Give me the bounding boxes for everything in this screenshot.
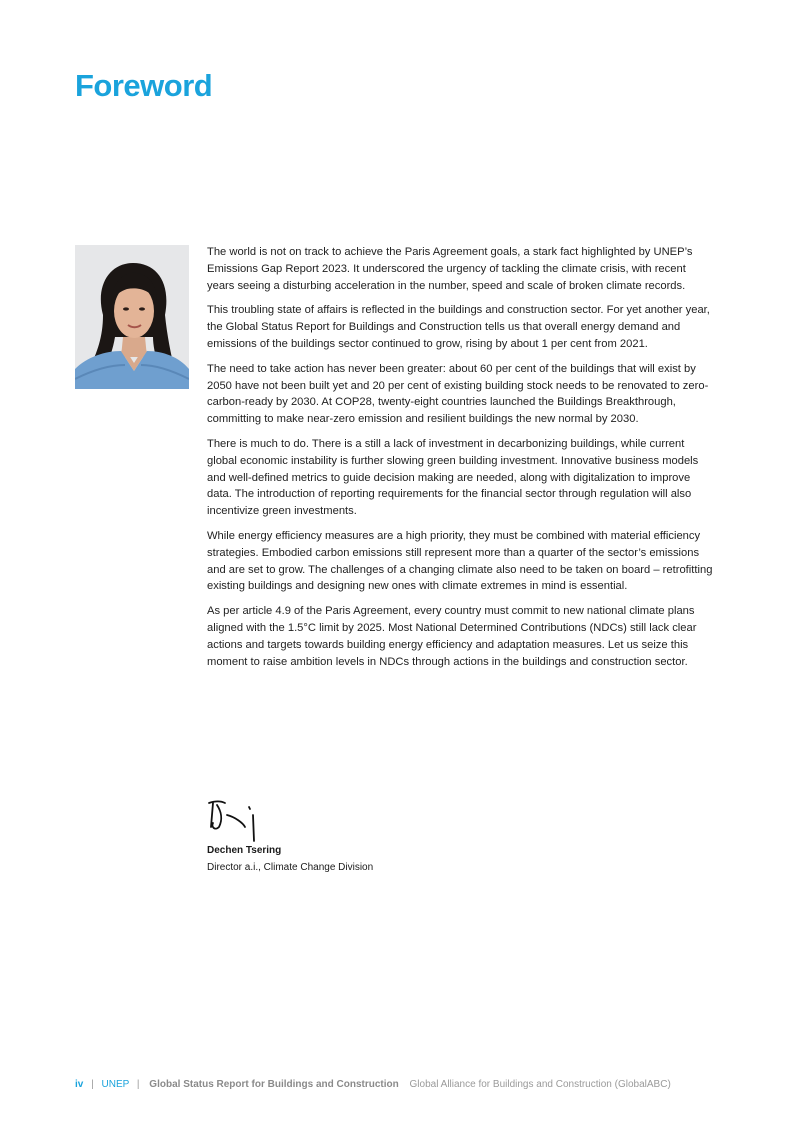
footer-separator: | xyxy=(136,1079,140,1090)
author-portrait xyxy=(75,245,189,389)
signature-mark xyxy=(205,797,265,845)
page-footer xyxy=(75,1079,671,1090)
paragraph: There is much to do. There is a still a lack of investment in decarbonizing buildings, while current global economic instability is further slowing green building investment. Innovative business models and well-defined metrics to guide decision making are needed, along with digitalization to improve data. The introduction of reporting requirements for the financial sector through regulation will also incentivize green investments. xyxy=(207,437,699,518)
footer-separator: | xyxy=(91,1079,94,1090)
paragraph: The need to take action has never been greater: about 60 per cent of the buildings that will exist by 2050 have not been built yet and 20 per cent of existing building stock needs to be renovated to zero-carbon-ready by 2030. At COP28, twenty-eight countries launched the Buildings Breakthrough, committing to make near-zero emission and resilient buildings the new normal by 2030. xyxy=(207,362,709,426)
signer-name: Dechen Tsering xyxy=(207,845,282,856)
paragraph: While energy efficiency measures are a high priority, they must be combined with material efficiency strategies. Embodied carbon emissions still represent more than a quarter of the sector’s emissions and are set to grow. The challenges of a changing climate also need to be taken on board – retrofitting existing buildings and designing new ones with climate extremes in mind is essential. xyxy=(207,529,713,593)
paragraph: As per article 4.9 of the Paris Agreement, every country must commit to new national climate plans aligned with the 1.5°C limit by 2025. Most National Determined Contributions (NDCs) still lack clear actions and targets towards building energy efficiency and adaptation measures. Let us seize this moment to raise ambition levels in NDCs through actions in the buildings and construction sector. xyxy=(207,605,697,668)
footer-organization: UNEP xyxy=(101,1079,130,1090)
signer-title: Director a.i., Climate Change Division xyxy=(207,862,374,873)
footer-alliance: Global Alliance for Buildings and Construction (GlobalABC) xyxy=(409,1079,671,1090)
page-title: Foreword xyxy=(75,68,213,103)
paragraph: The world is not on track to achieve the Paris Agreement goals, a stark fact highlighted by UNEP’s Emissions Gap Report 2023. It underscored the urgency of tackling the climate crisis, with recent years seeing a disturbing acceleration in the number, speed and scale of broken climate records. xyxy=(207,246,693,292)
paragraph: This troubling state of affairs is reflected in the buildings and construction sector. For yet another year, the Global Status Report for Buildings and Construction tells us that overall energy demand and emissions of the buildings sector continued to grow, rising by about 1 per cent from 2021. xyxy=(207,304,710,350)
foreword-body xyxy=(207,244,715,678)
page-number: iv xyxy=(75,1079,84,1090)
footer-report-title: Global Status Report for Buildings and Construction xyxy=(149,1079,399,1090)
